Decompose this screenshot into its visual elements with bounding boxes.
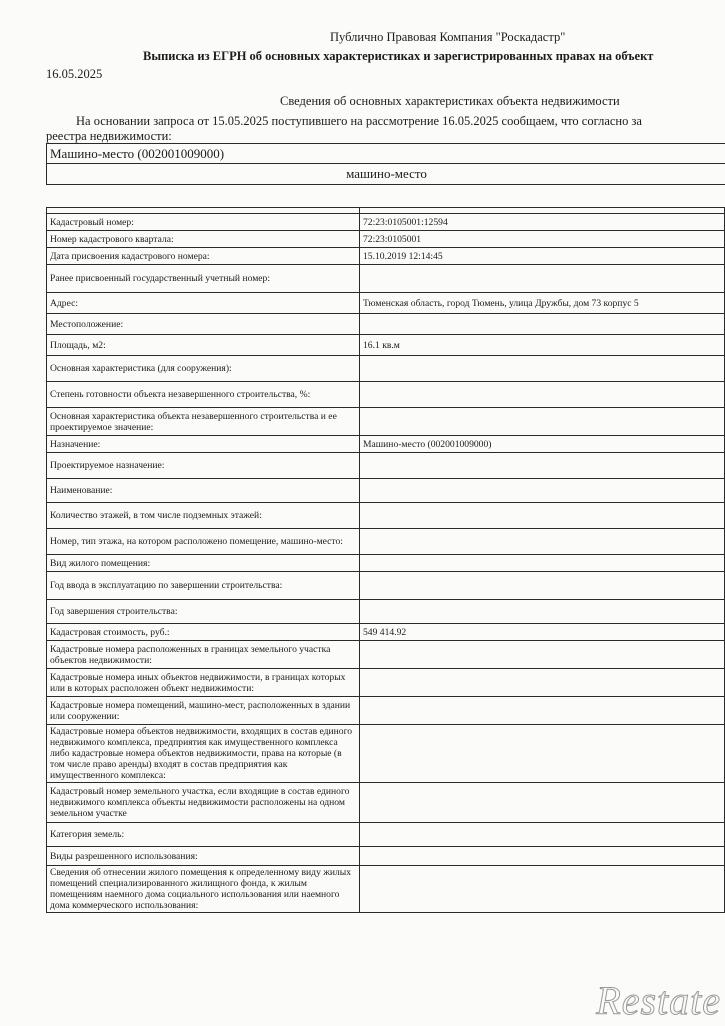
field-label: Год ввода в эксплуатацию по завершении строительства: bbox=[47, 572, 360, 600]
section-subtitle: Сведения об основных характеристиках объекта недвижимости bbox=[280, 94, 620, 108]
field-value bbox=[360, 479, 725, 503]
field-value bbox=[360, 669, 725, 697]
field-value bbox=[360, 453, 725, 479]
table-row bbox=[47, 697, 725, 725]
field-value bbox=[360, 382, 725, 408]
field-label: Кадастровые номера иных объектов недвижимости, в границах которых или в которых расположен объект недвижимости: bbox=[47, 669, 360, 697]
table-row bbox=[47, 600, 725, 624]
table-row bbox=[47, 231, 725, 248]
basis-text: На основании запроса от 15.05.2025 поступившего на рассмотрение 16.05.2025 сообщаем, что согласно за bbox=[76, 114, 642, 128]
field-label: Вид жилого помещения: bbox=[47, 555, 360, 572]
table-row bbox=[47, 866, 725, 913]
field-label: Степень готовности объекта незавершенного строительства, %: bbox=[47, 382, 360, 408]
field-label: Ранее присвоенный государственный учетный номер: bbox=[47, 265, 360, 293]
field-label: Назначение: bbox=[47, 436, 360, 453]
restate-watermark-logo: Restate bbox=[596, 978, 721, 1023]
table-row bbox=[47, 314, 725, 335]
document-title: Выписка из ЕГРН об основных характеристиках и зарегистрированных правах на объект bbox=[143, 49, 654, 63]
field-label: Номер кадастрового квартала: bbox=[47, 231, 360, 248]
field-label: Наименование: bbox=[47, 479, 360, 503]
field-value bbox=[360, 697, 725, 725]
table-row bbox=[47, 356, 725, 382]
table-row bbox=[47, 847, 725, 866]
table-row bbox=[47, 335, 725, 356]
organization-name: Публично Правовая Компания "Роскадастр" bbox=[330, 30, 566, 44]
field-value bbox=[360, 823, 725, 847]
table-row bbox=[47, 624, 725, 641]
field-label: Местоположение: bbox=[47, 314, 360, 335]
object-type: машино-место bbox=[47, 164, 725, 185]
field-value: Тюменская область, город Тюмень, улица Дружбы, дом 73 корпус 5 bbox=[360, 293, 725, 314]
field-value bbox=[360, 572, 725, 600]
table-row bbox=[47, 572, 725, 600]
table-row bbox=[47, 382, 725, 408]
field-value bbox=[360, 641, 725, 669]
field-label: Дата присвоения кадастрового номера: bbox=[47, 248, 360, 265]
field-label: Кадастровые номера объектов недвижимости, входящих в состав единого недвижимого комплекса, предприятия как имущественного комплекса либо кадастровые номера объектов недвижимости, права на которые (в том числе право аренды) входят в состав предприятия как имущественного комплекса: bbox=[47, 725, 360, 783]
table-row bbox=[47, 265, 725, 293]
field-value: 15.10.2019 12:14:45 bbox=[360, 248, 725, 265]
field-label: Категория земель: bbox=[47, 823, 360, 847]
field-value bbox=[360, 847, 725, 866]
field-value bbox=[360, 600, 725, 624]
table-row bbox=[47, 823, 725, 847]
field-value: 549 414.92 bbox=[360, 624, 725, 641]
field-value: 72:23:0105001 bbox=[360, 231, 725, 248]
field-label: Кадастровый номер: bbox=[47, 214, 360, 231]
field-value bbox=[360, 503, 725, 529]
field-value: 72:23:0105001:12594 bbox=[360, 214, 725, 231]
table-row bbox=[47, 453, 725, 479]
basis-text-continued: реестра недвижимости: bbox=[46, 129, 172, 143]
field-label: Сведения об отнесении жилого помещения к определенному виду жилых помещений специализированного жилищного фонда, к жилым помещениям наемного дома социального использования или наемного дома коммерческого использования: bbox=[47, 866, 360, 913]
field-value bbox=[360, 529, 725, 555]
characteristics-table bbox=[46, 207, 725, 913]
table-row bbox=[47, 725, 725, 783]
object-name: Машино-место (002001009000) bbox=[47, 144, 725, 164]
field-value: Машино-место (002001009000) bbox=[360, 436, 725, 453]
field-label: Проектируемое назначение: bbox=[47, 453, 360, 479]
table-row bbox=[47, 529, 725, 555]
field-label: Кадастровая стоимость, руб.: bbox=[47, 624, 360, 641]
table-row bbox=[47, 214, 725, 231]
field-value: 16.1 кв.м bbox=[360, 335, 725, 356]
field-value bbox=[360, 356, 725, 382]
field-value bbox=[360, 725, 725, 783]
field-label: Год завершения строительства: bbox=[47, 600, 360, 624]
table-row bbox=[47, 248, 725, 265]
field-label: Номер, тип этажа, на котором расположено помещение, машино-место: bbox=[47, 529, 360, 555]
table-row bbox=[47, 436, 725, 453]
table-row bbox=[47, 555, 725, 572]
field-label: Количество этажей, в том числе подземных этажей: bbox=[47, 503, 360, 529]
field-value bbox=[360, 866, 725, 913]
field-label: Кадастровые номера расположенных в границах земельного участка объектов недвижимости: bbox=[47, 641, 360, 669]
table-row bbox=[47, 641, 725, 669]
field-label: Основная характеристика объекта незавершенного строительства и ее проектируемое значение: bbox=[47, 408, 360, 436]
table-row bbox=[47, 783, 725, 823]
field-value bbox=[360, 314, 725, 335]
table-row bbox=[47, 669, 725, 697]
object-header-box bbox=[46, 143, 725, 185]
field-value bbox=[360, 265, 725, 293]
field-label: Адрес: bbox=[47, 293, 360, 314]
table-row bbox=[47, 408, 725, 436]
field-label: Кадастровый номер земельного участка, если входящие в состав единого недвижимого комплекса объекты недвижимости расположены на одном земельном участке bbox=[47, 783, 360, 823]
field-label: Кадастровые номера помещений, машино-мест, расположенных в здании или сооружении: bbox=[47, 697, 360, 725]
field-label: Виды разрешенного использования: bbox=[47, 847, 360, 866]
field-label: Площадь, м2: bbox=[47, 335, 360, 356]
table-row bbox=[47, 293, 725, 314]
field-value bbox=[360, 408, 725, 436]
field-value bbox=[360, 783, 725, 823]
document-date: 16.05.2025 bbox=[46, 67, 103, 81]
field-label: Основная характеристика (для сооружения): bbox=[47, 356, 360, 382]
field-value bbox=[360, 555, 725, 572]
table-row bbox=[47, 479, 725, 503]
table-row bbox=[47, 503, 725, 529]
